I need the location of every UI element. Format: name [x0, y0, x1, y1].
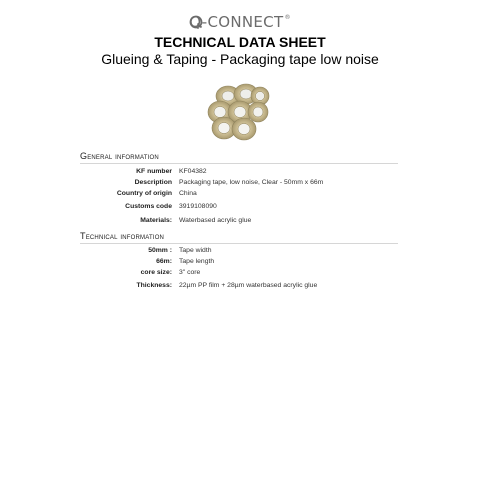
- info-label: Customs code: [125, 203, 172, 210]
- tech-row-length: [80, 256, 400, 267]
- info-value: 3919108090: [179, 203, 217, 210]
- info-value: Packaging tape, low noise, Clear - 50mm x 66m: [179, 179, 324, 186]
- general-information-heading: General information: [80, 151, 398, 164]
- page-subtitle: Glueing & Taping - Packaging tape low noise: [101, 51, 379, 67]
- tech-label: core size:: [140, 269, 172, 276]
- info-label: Description: [134, 179, 172, 186]
- registered-mark-icon: ®: [284, 14, 291, 21]
- technical-information-heading: Technical information: [80, 231, 398, 244]
- brand-name: Q-CONNECT: [189, 13, 284, 31]
- page-title: TECHNICAL DATA SHEET: [154, 34, 326, 50]
- info-row-customs-code: [80, 201, 400, 212]
- tech-label: 50mm :: [148, 247, 172, 254]
- info-value: Waterbased acrylic glue: [179, 217, 252, 224]
- product-image: [200, 82, 272, 142]
- brand-logo: [0, 8, 480, 32]
- tech-row-width: [80, 245, 400, 256]
- info-value: KF04382: [179, 168, 207, 175]
- tech-value: 3" core: [179, 269, 201, 276]
- info-row-country-of-origin: [80, 188, 400, 199]
- tech-value: 22µm PP film + 28µm waterbased acrylic glue: [179, 282, 318, 289]
- info-row-materials: [80, 215, 400, 226]
- tech-row-core-size: [80, 267, 400, 278]
- info-label: Materials:: [140, 217, 172, 224]
- info-row-kf-number: [80, 166, 400, 177]
- tech-row-thickness: [80, 280, 400, 291]
- tech-value: Tape width: [179, 247, 212, 254]
- info-label: KF number: [136, 168, 172, 175]
- info-value: China: [179, 190, 197, 197]
- tech-label: Thickness:: [136, 282, 172, 289]
- tech-value: Tape length: [179, 258, 215, 265]
- tech-label: 66m:: [156, 258, 172, 265]
- info-label: Country of origin: [116, 190, 172, 197]
- info-row-description: [80, 177, 400, 188]
